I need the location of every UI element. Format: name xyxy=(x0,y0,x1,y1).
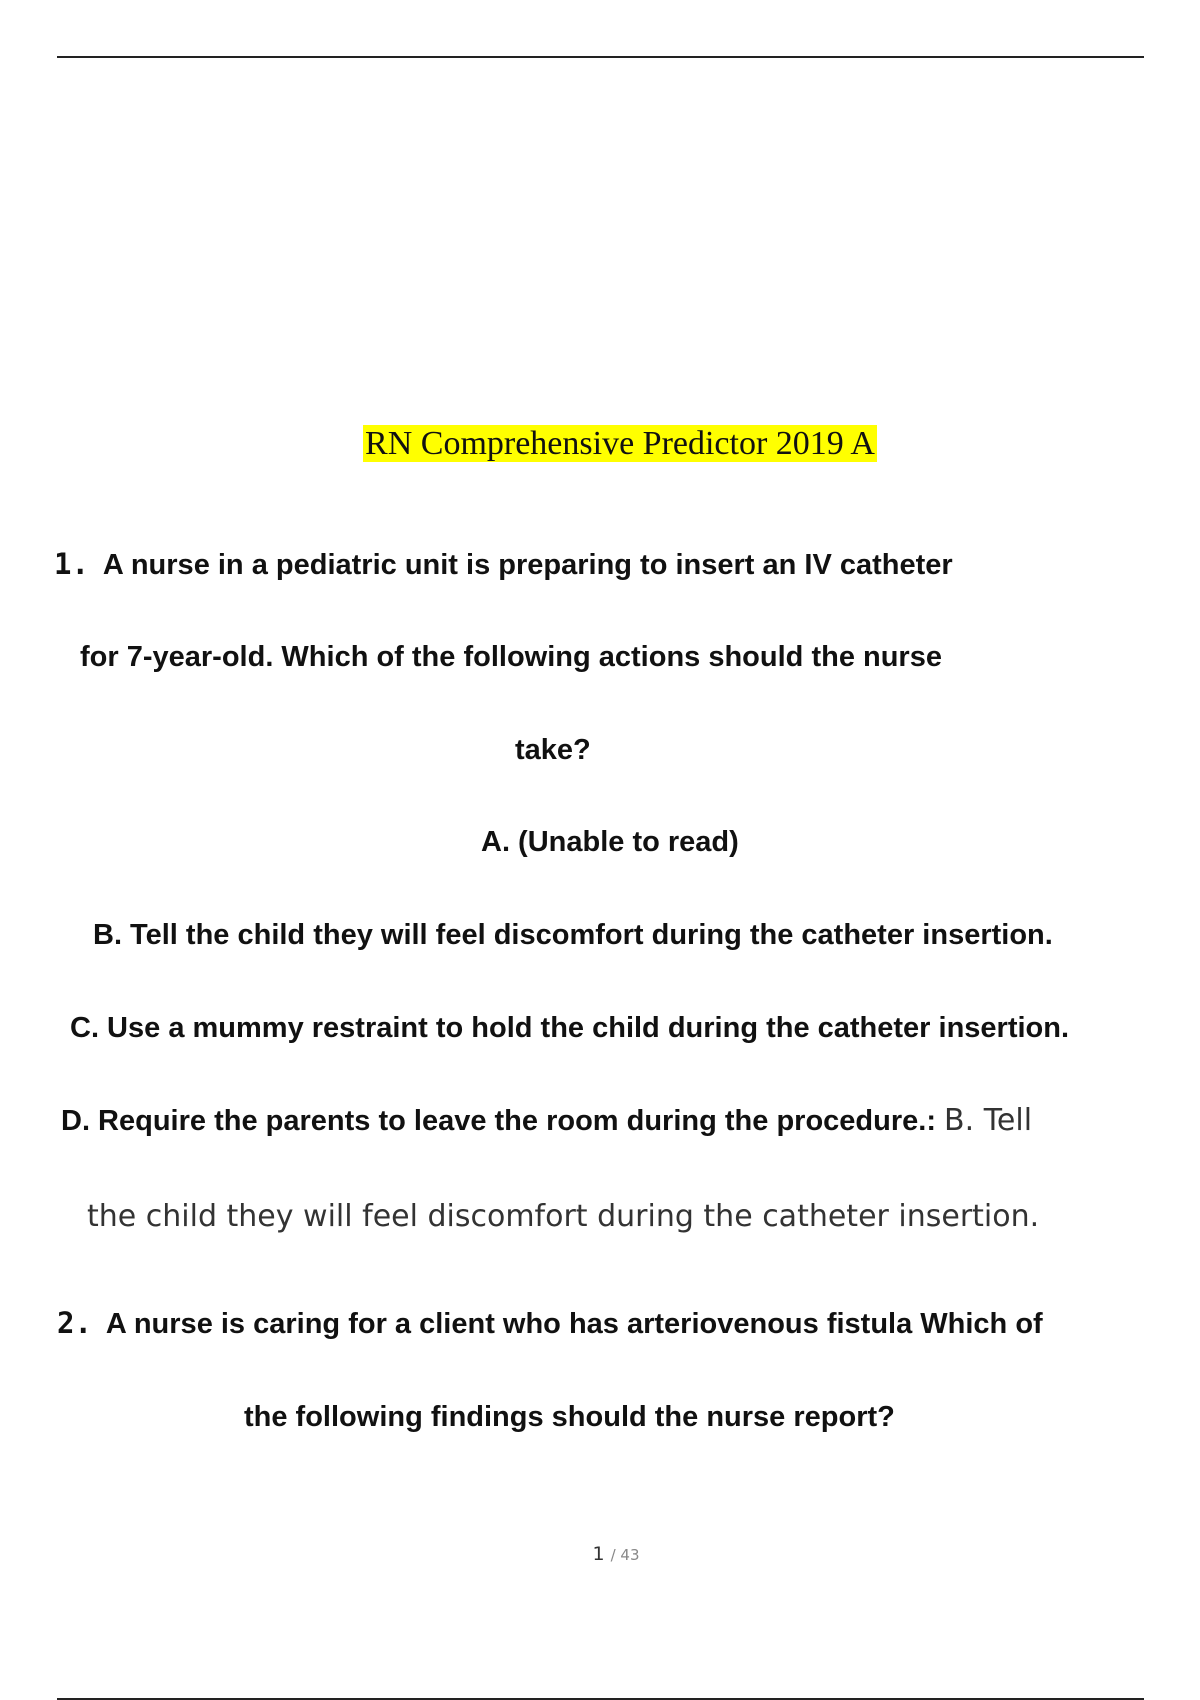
question-2-number: 2. xyxy=(57,1306,92,1340)
question-2-line-1 xyxy=(57,1303,1043,1344)
page-indicator xyxy=(0,1543,1200,1565)
question-1-option-a: A. (Unable to read) xyxy=(481,826,739,858)
question-1-option-d: D. Require the parents to leave the room during the procedure.: xyxy=(61,1105,936,1137)
question-2-line-2: the following findings should the nurse report? xyxy=(244,1401,895,1433)
question-1-option-c: C. Use a mummy restraint to hold the child during the catheter insertion. xyxy=(70,1012,1070,1044)
question-1-line-3: take? xyxy=(515,734,591,766)
question-1-option-b: B. Tell the child they will feel discomfort during the catheter insertion. xyxy=(93,919,1053,951)
question-1-option-d-line xyxy=(61,1101,1032,1141)
page-current: 1 xyxy=(592,1543,605,1565)
question-1-line-2: for 7-year-old. Which of the following actions should the nurse xyxy=(80,641,942,673)
page-total: / 43 xyxy=(610,1546,640,1564)
question-1-stem-1: A nurse in a pediatric unit is preparing to insert an IV catheter xyxy=(102,549,953,581)
top-rule xyxy=(57,56,1144,58)
question-1-answer-part-2: the child they will feel discomfort during the catheter insertion. xyxy=(87,1199,1040,1234)
highlighted-title-text: RN Comprehensive Predictor 2019 A xyxy=(365,425,875,462)
question-1-line-1 xyxy=(54,544,953,585)
question-1-number: 1. xyxy=(54,547,89,581)
document-title xyxy=(0,420,1200,468)
question-1-answer-part-1: B. Tell xyxy=(944,1103,1033,1138)
question-2-stem-1: A nurse is caring for a client who has arteriovenous fistula Which of xyxy=(105,1308,1043,1340)
